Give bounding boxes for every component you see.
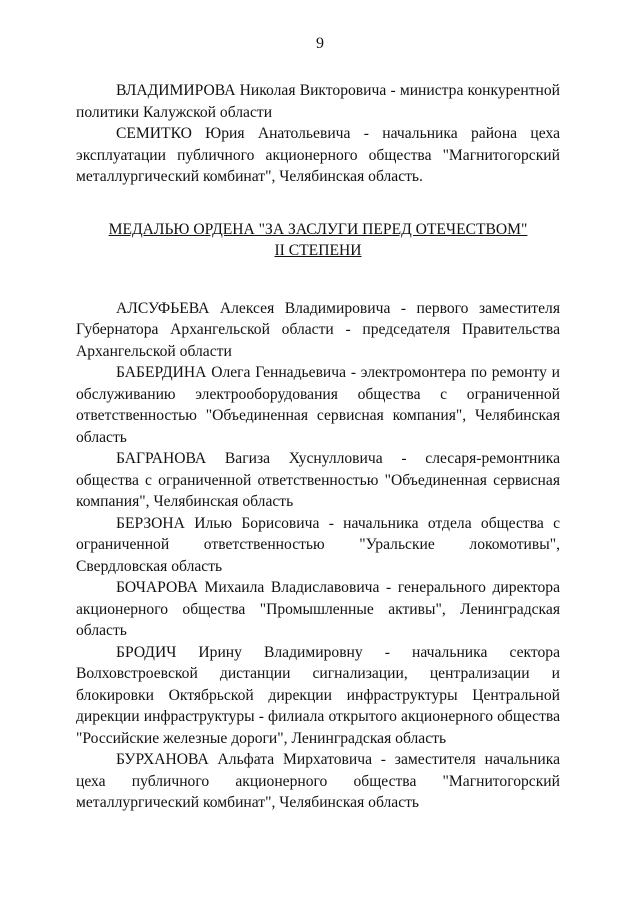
- award-entry: БОЧАРОВА Михаила Владиславовича - генерального директора акционерного общества "Промышленные активы", Ленинградская область: [76, 579, 560, 639]
- award-heading-line-2: II СТЕПЕНИ: [274, 242, 362, 259]
- award-entry: ВЛАДИМИРОВА Николая Викторовича - министра конкурентной политики Калужской области: [76, 82, 560, 121]
- award-entry: БЕРЗОНА Илью Борисовича - начальника отдела общества с ограниченной ответственностью "Уральские локомотивы", Свердловская область: [76, 514, 560, 575]
- award-entry: БРОДИЧ Ирину Владимировну - начальника сектора Волховстроевской дистанции сигнализации, централизации и блокировки Октябрьской дирекции инфраструктуры Центральной дирекции инфраструктуры - филиала открытого акционерного общества "Российские железные дороги", Ленинградская область: [76, 643, 560, 747]
- award-heading: [76, 219, 560, 262]
- award-entry: БАГРАНОВА Вагиза Хуснулловича - слесаря-ремонтника общества с ограниченной ответственностью "Объединенная сервисная компания", Челябинская область: [76, 450, 560, 510]
- award-heading-line-1: МЕДАЛЬЮ ОРДЕНА "ЗА ЗАСЛУГИ ПЕРЕД ОТЕЧЕСТВОМ": [108, 220, 528, 238]
- award-entry: СЕМИТКО Юрия Анатольевича - начальника района цеха эксплуатации публичного акционерного общества "Магнитогорский металлургический комбинат", Челябинская область.: [76, 125, 560, 185]
- award-entry: БАБЕРДИНА Олега Геннадьевича - электромонтера по ремонту и обслуживанию электрооборудования общества с ограниченной ответственностью "Объединенная сервисная компания", Челябинская область: [76, 364, 560, 446]
- award-entry: БУРХАНОВА Альфата Мирхатовича - заместителя начальника цеха публичного акционерного общества "Магнитогорский металлургический комбинат", Челябинская область: [76, 751, 560, 811]
- page-number: 9: [316, 35, 324, 52]
- document-body: [76, 80, 560, 814]
- award-entry: АЛСУФЬЕВА Алексея Владимировича - первого заместителя Губернатора Архангельской области - председателя Правительства Архангельской области: [76, 299, 560, 360]
